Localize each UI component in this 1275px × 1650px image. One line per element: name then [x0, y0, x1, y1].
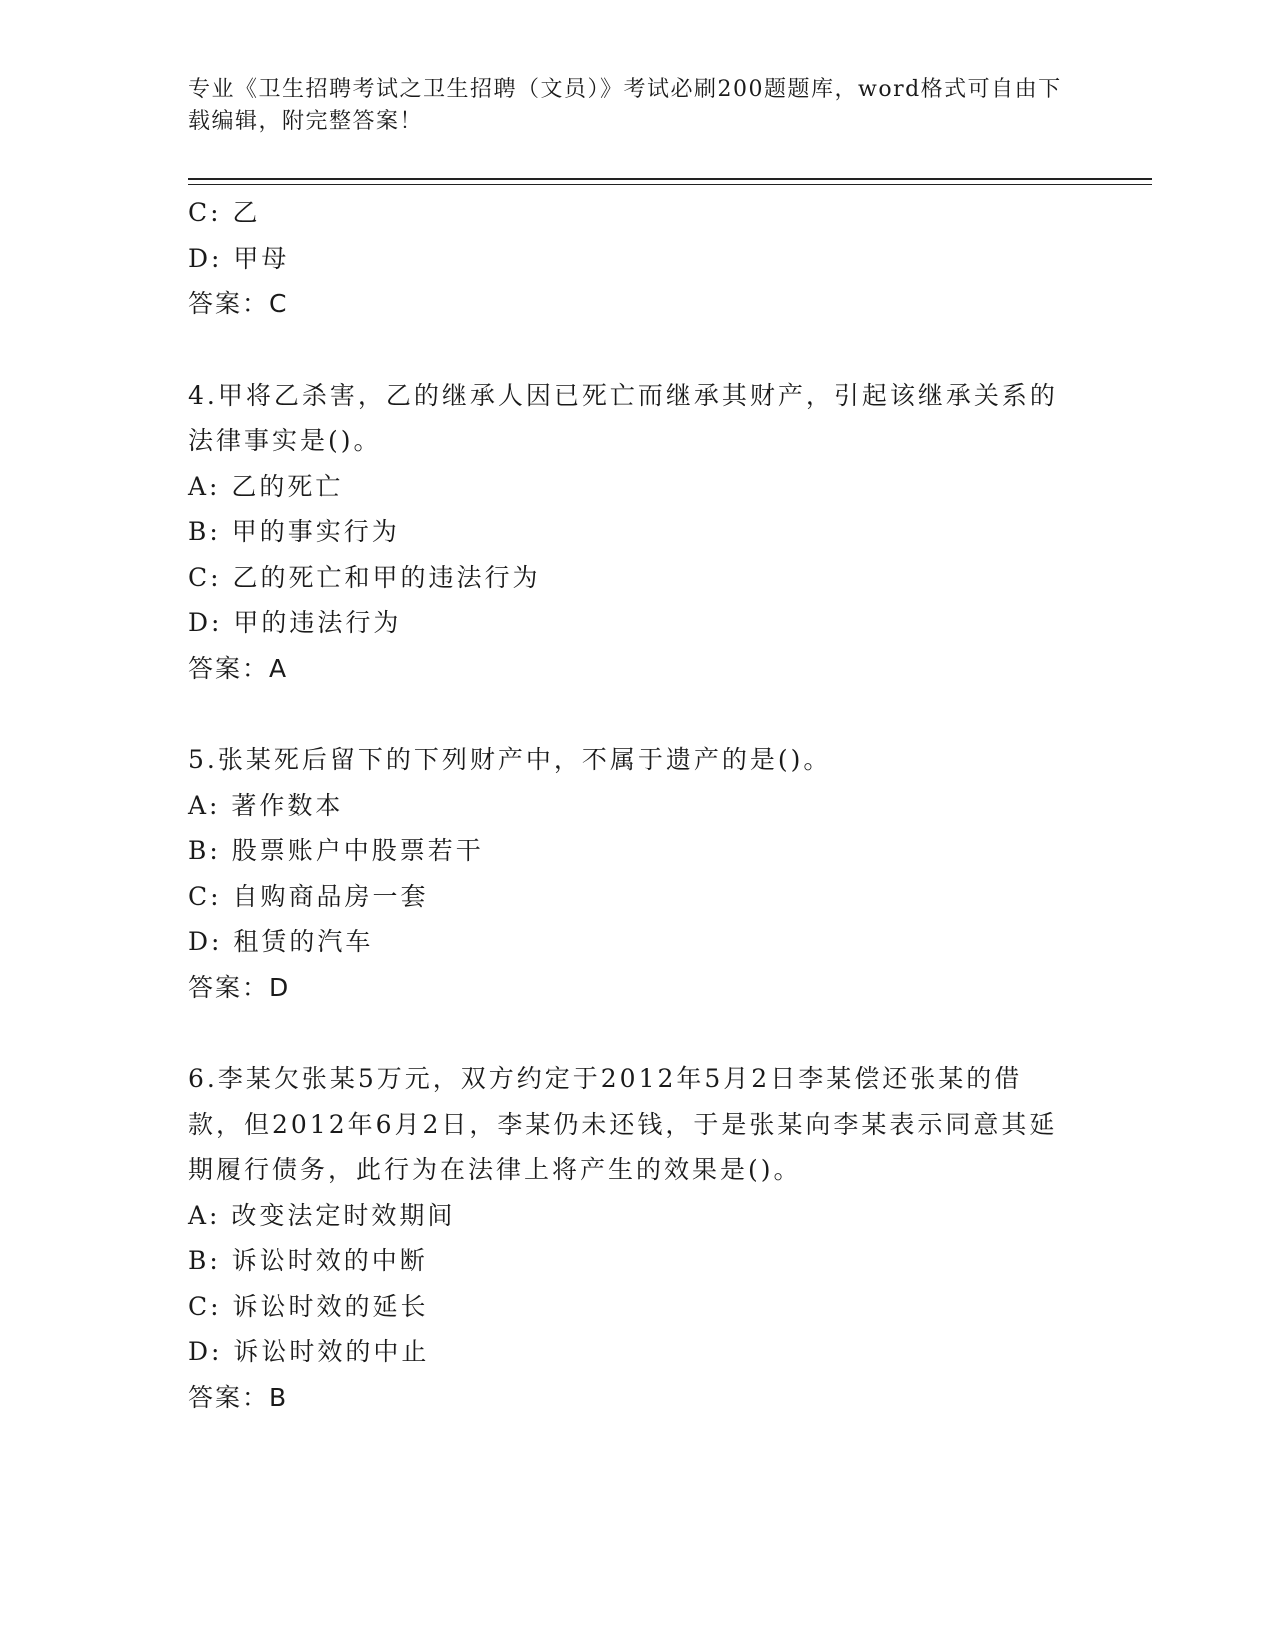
question-6	[188, 1056, 1088, 1420]
option-d: D: 租赁的汽车	[188, 927, 374, 956]
option-a: A: 乙的死亡	[188, 471, 344, 501]
header-rule-thick	[188, 178, 1152, 180]
partial-question	[188, 190, 1088, 327]
option-c: C: 自购商品房一套	[188, 881, 429, 911]
option-a: A: 著作数本	[188, 790, 344, 820]
question-text: 6.李某欠张某5万元，双方约定于2012年5月2日李某偿还张某的借款，但2012年6月2日，李某仍未还钱，于是张某向李某表示同意其延期履行债务，此行为在法律上将产生的效果是()。	[188, 1064, 1058, 1184]
option-c: C: 乙的死亡和甲的违法行为	[188, 562, 541, 592]
spacer	[188, 691, 1088, 737]
option-d: D: 甲母	[188, 243, 290, 273]
option-c: C: 乙	[188, 198, 261, 227]
question-list	[188, 190, 1088, 1420]
spacer	[188, 1010, 1088, 1056]
question-text: 4.甲将乙杀害，乙的继承人因已死亡而继承其财产，引起该继承关系的法律事实是()。	[188, 380, 1058, 455]
question-5	[188, 737, 1088, 1010]
option-b: B: 诉讼时效的中断	[188, 1246, 428, 1275]
answer-line: 答案：D	[188, 972, 291, 1002]
question-4	[188, 373, 1088, 692]
option-d: D: 甲的违法行为	[188, 608, 402, 637]
option-d: D: 诉讼时效的中止	[188, 1337, 430, 1366]
answer-line: 答案：A	[188, 653, 289, 683]
answer-line: 答案：B	[188, 1382, 289, 1412]
header-rule-thin	[188, 184, 1152, 185]
spacer	[188, 327, 1088, 373]
option-b: B: 股票账户中股票若干	[188, 836, 484, 865]
question-text: 5.张某死后留下的下列财产中，不属于遗产的是()。	[188, 745, 832, 774]
answer-line: 答案：C	[188, 289, 289, 318]
option-a: A: 改变法定时效期间	[188, 1200, 456, 1230]
document-header: 专业《卫生招聘考试之卫生招聘（文员）》考试必刷200题题库，word格式可自由下载编辑，附完整答案！	[188, 77, 1062, 134]
option-b: B: 甲的事实行为	[188, 517, 400, 546]
option-c: C: 诉讼时效的延长	[188, 1291, 429, 1321]
